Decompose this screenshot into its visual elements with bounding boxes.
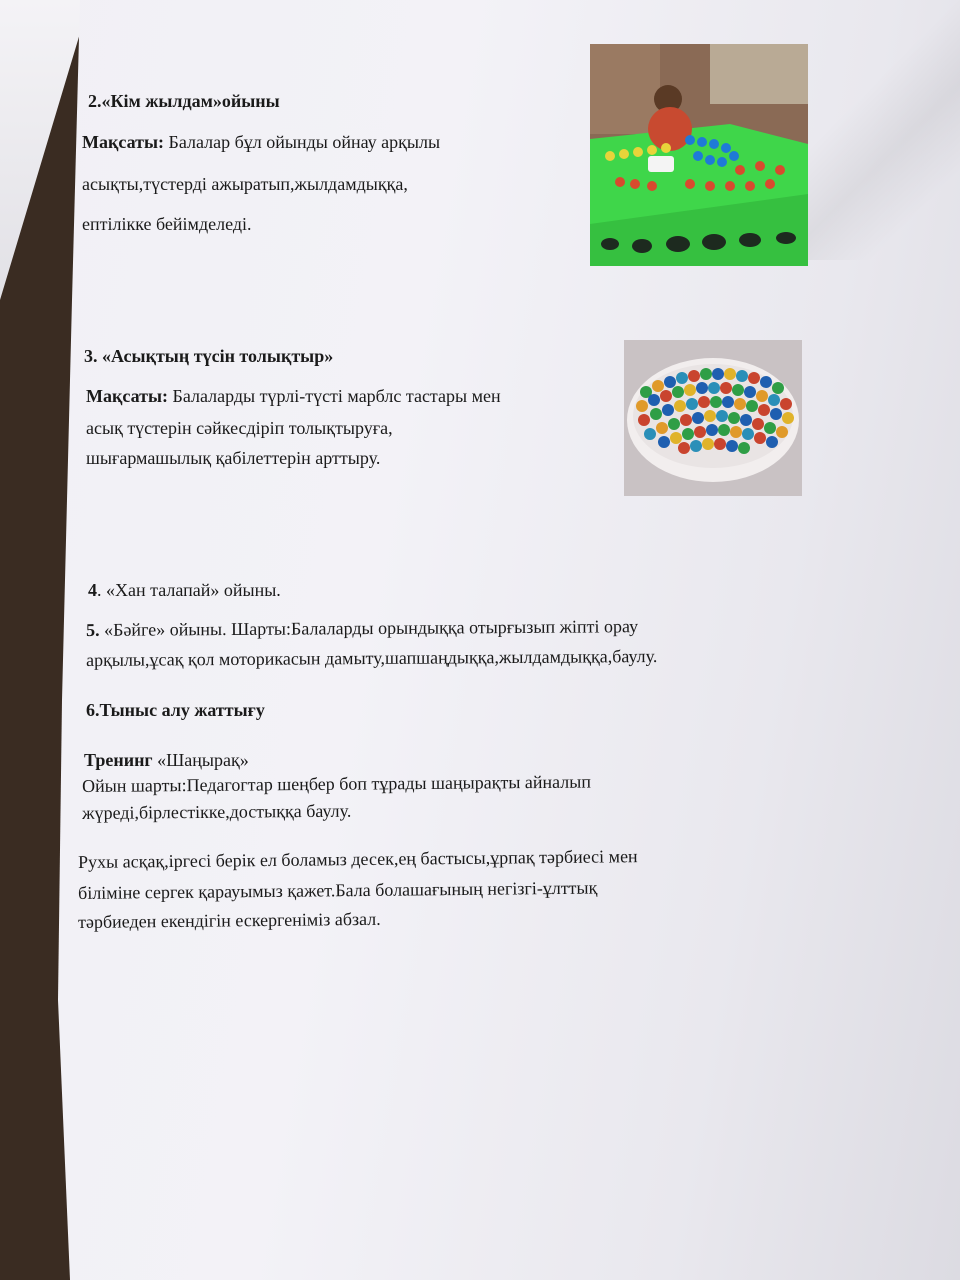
marbles-plate-photo (624, 340, 802, 496)
section4-number: 4 (88, 580, 97, 600)
training-name: «Шаңырақ» (152, 750, 249, 770)
section5-number: 5. (86, 619, 100, 640)
game-board-photo (590, 44, 808, 266)
section3-goal-line3: шығармашылық қабілеттерін арттыру. (86, 448, 381, 468)
section3-goal (86, 386, 501, 407)
section2-goal-line1: Балалар бұл ойынды ойнау арқылы (164, 132, 441, 152)
section2-goal-line2: асықты,түстерді ажыратып,жылдамдыққа, (82, 174, 408, 194)
section3-title: 3. «Асықтың түсін толықтыр» (84, 346, 334, 366)
section3-goal-line2: асық түстерін сәйкесдіріп толықтыруға, (86, 418, 393, 438)
conclusion-line3: тәрбиеден екендігін ескергеніміз абзал. (78, 908, 381, 932)
section5-line1 (86, 616, 638, 641)
section2-goal (82, 132, 440, 153)
section2-title: 2.«Кім жылдам»ойыны (88, 91, 280, 111)
section5-text1: «Бәйге» ойыны. Шарты:Балаларды орындыққа отырғызып жіпті орау (99, 616, 639, 640)
training-label: Тренинг (84, 750, 153, 770)
section4-title: . «Хан талапай» ойыны. (97, 580, 281, 600)
training-line2: жүреді,бірлестікке,достыққа баулу. (82, 800, 352, 823)
conclusion-line2: біліміне сергек қарауымыз қажет.Бала болашағының негізгі-ұлттық (78, 877, 598, 903)
conclusion-line1: Рухы асқақ,іргесі берік ел боламыз десек,ең бастысы,ұрпақ тәрбиесі мен (78, 846, 638, 872)
section4-line (88, 580, 281, 601)
section3-goal-line1: Балаларды түрлі-түсті марблс тастары мен (168, 386, 501, 406)
section2-goal-line3: ептілікке бейімделеді. (82, 214, 252, 234)
training-heading (84, 750, 249, 771)
training-line1: Ойын шарты:Педагогтар шеңбер боп тұрады шаңырақты айналып (82, 771, 592, 796)
section2-goal-label: Мақсаты: (82, 132, 164, 152)
section3-goal-label: Мақсаты: (86, 386, 168, 406)
section6-title: 6.Тыныс алу жаттығу (86, 700, 265, 720)
section5-line2: арқылы,ұсақ қол моторикасын дамыту,шапшаңдыққа,жылдамдыққа,баулу. (86, 646, 658, 670)
